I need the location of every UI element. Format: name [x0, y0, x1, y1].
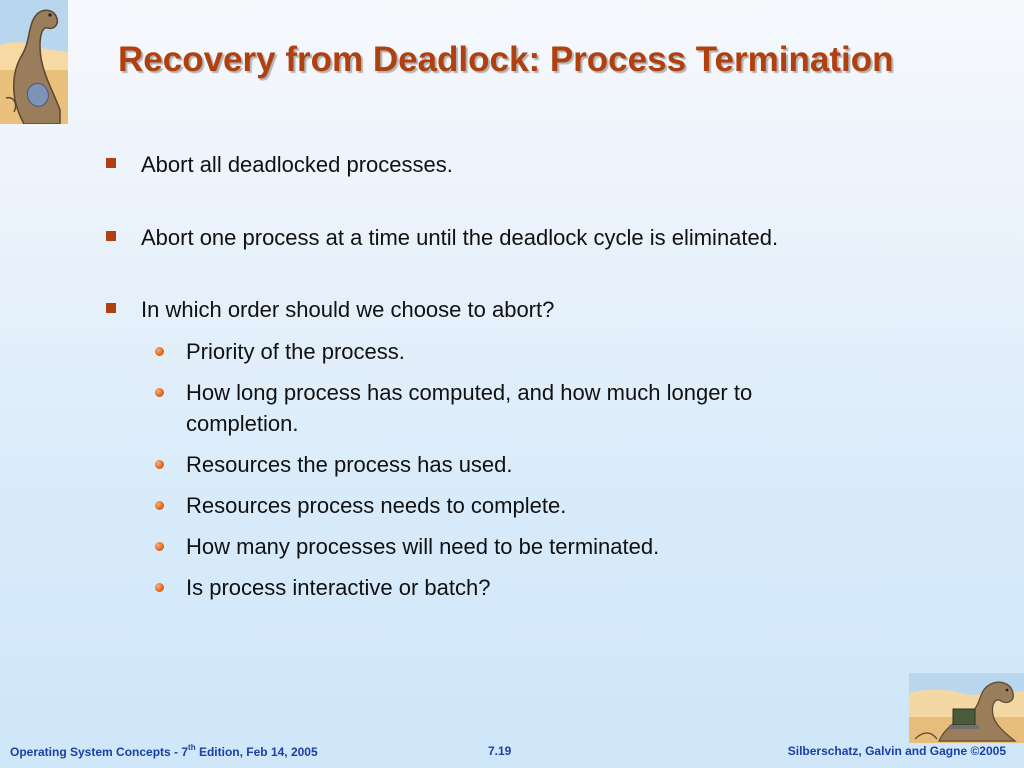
footer-course-suffix: Edition, Feb 14, 2005: [195, 745, 318, 759]
round-bullet-icon: [155, 542, 164, 551]
sub-bullet-item: How many processes will need to be terminated.: [186, 534, 660, 559]
bullet-item: Abort all deadlocked processes.: [141, 152, 453, 177]
round-bullet-icon: [155, 388, 164, 397]
sub-bullet-item: Priority of the process.: [186, 339, 405, 364]
dinosaur-laptop-icon: [909, 673, 1024, 743]
page-number: 7.19: [488, 744, 512, 758]
square-bullet-icon: [106, 231, 116, 241]
round-bullet-icon: [155, 583, 164, 592]
footer-left: [10, 744, 318, 759]
bullet-item: Abort one process at a time until the deadlock cycle is eliminated.: [141, 225, 779, 250]
footer-superscript: th: [188, 743, 196, 752]
footer-course-prefix: Operating System Concepts - 7: [10, 745, 189, 759]
sub-bullet-item: How long process has computed, and how much longer to: [186, 380, 753, 405]
footer-right: Silberschatz, Galvin and Gagne ©2005: [787, 744, 1006, 758]
sub-bullet-item: Resources process needs to complete.: [186, 493, 567, 518]
sub-bullet-item-continuation: completion.: [186, 411, 299, 436]
slide-title: Recovery from Deadlock: Process Termination: [118, 40, 894, 79]
round-bullet-icon: [155, 501, 164, 510]
sub-bullet-item: Resources the process has used.: [186, 452, 513, 477]
square-bullet-icon: [106, 303, 116, 313]
square-bullet-icon: [106, 158, 116, 168]
sub-bullet-item: Is process interactive or batch?: [186, 575, 491, 600]
round-bullet-icon: [155, 460, 164, 469]
round-bullet-icon: [155, 347, 164, 356]
bullet-item: In which order should we choose to abort?: [141, 297, 555, 322]
